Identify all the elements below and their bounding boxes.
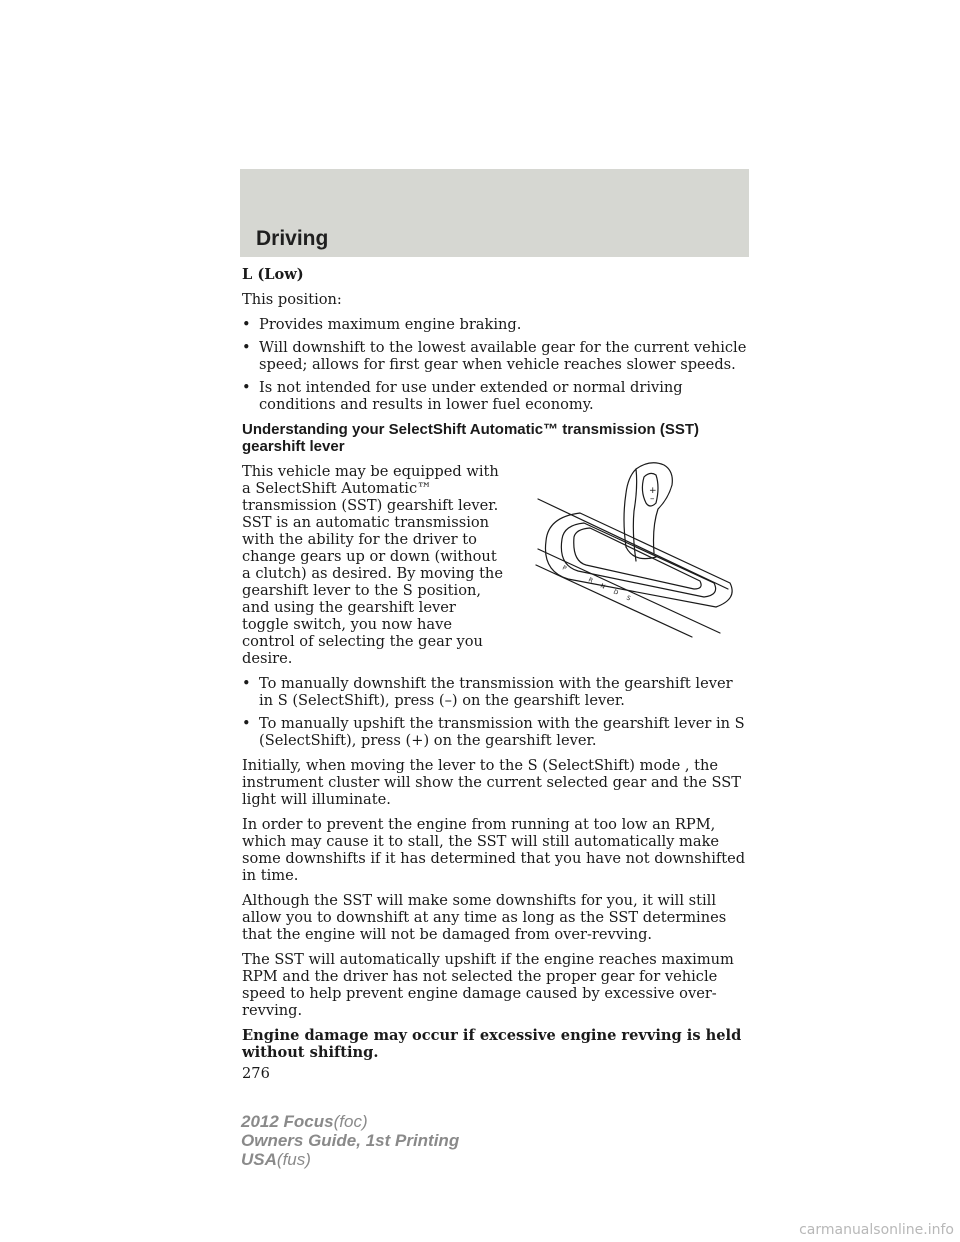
sst-paragraph-4: The SST will automatically upshift if the engine reaches maximum RPM and the driver has not selected the proper gear for vehicle speed to help prevent engine damage caused by excessive over-revving. (242, 951, 734, 1019)
page-number: 276 (242, 1065, 270, 1082)
page-content (242, 266, 748, 1082)
footer-model: 2012 Focus (241, 1112, 334, 1131)
sst-intro: This vehicle may be equipped with a SelectShift Automatic™ transmission (SST) gearshift lever. SST is an automatic transmission with the ability for the driver to change gears up or down (without a clutch) as desired. By moving the gearshift lever to the S position, and using the gearshift lever toggle switch, you now have control of selecting the gear you desire. (242, 463, 503, 667)
lever-minus-label: – (650, 494, 655, 504)
low-heading: L (Low) (242, 266, 304, 283)
footer-market-code: (fus) (276, 1150, 311, 1169)
footer-line-2: Owners Guide, 1st Printing (241, 1131, 460, 1150)
low-bullet-2: • Will downshift to the lowest available gear for the current vehicle speed; allows for first gear when vehicle reaches slower speeds. (242, 339, 748, 373)
sst-paragraph-2: In order to prevent the engine from running at too low an RPM, which may cause it to stall, the SST will still automatically make some downshifts if it has determined that you have not downshifted in time. (242, 816, 746, 884)
engine-damage-warning: Engine damage may occur if excessive engine revving is held without shifting. (242, 1027, 742, 1061)
gate-letter-r: R (587, 576, 594, 585)
document-footer (241, 1112, 459, 1169)
site-watermark: carmanualsonline.info (799, 1222, 954, 1238)
gearshift-lever-drawing (532, 457, 750, 639)
sst-bullet-list (242, 675, 748, 749)
low-bullet-list (242, 316, 748, 413)
gearshift-lever-illustration (532, 457, 750, 639)
low-intro: This position: (242, 291, 342, 308)
gate-letter-s: S (625, 594, 632, 603)
footer-market: USA (241, 1150, 277, 1169)
section-title: Driving (256, 227, 329, 250)
footer-line-1 (241, 1112, 459, 1131)
lever-plus-label: + (649, 486, 657, 496)
sst-heading: Understanding your SelectShift Automatic™ transmission (SST) gearshift lever (242, 421, 700, 455)
footer-line-3 (241, 1150, 459, 1169)
sst-paragraph-3: Although the SST will make some downshifts for you, it will still allow you to downshift at any time as long as the SST determines that the engine will not be damaged from over-revving. (242, 892, 727, 943)
gate-letter-p: P (561, 564, 568, 573)
section-header-band (240, 169, 749, 257)
sst-bullet-2: • To manually upshift the transmission with the gearshift lever in S (SelectShift), press (+) on the gearshift lever. (242, 715, 748, 749)
footer-model-code: (foc) (333, 1112, 368, 1131)
low-bullet-3: • Is not intended for use under extended or normal driving conditions and results in lower fuel economy. (242, 379, 748, 413)
sst-bullet-1: • To manually downshift the transmission with the gearshift lever in S (SelectShift), press (–) on the gearshift lever. (242, 675, 748, 709)
low-bullet-1: • Provides maximum engine braking. (242, 316, 748, 333)
sst-paragraph-1: Initially, when moving the lever to the S (SelectShift) mode , the instrument cluster will show the current selected gear and the SST light will illuminate. (242, 757, 742, 808)
gate-letter-d: D (612, 588, 620, 597)
gate-letter-n: N (599, 582, 607, 591)
